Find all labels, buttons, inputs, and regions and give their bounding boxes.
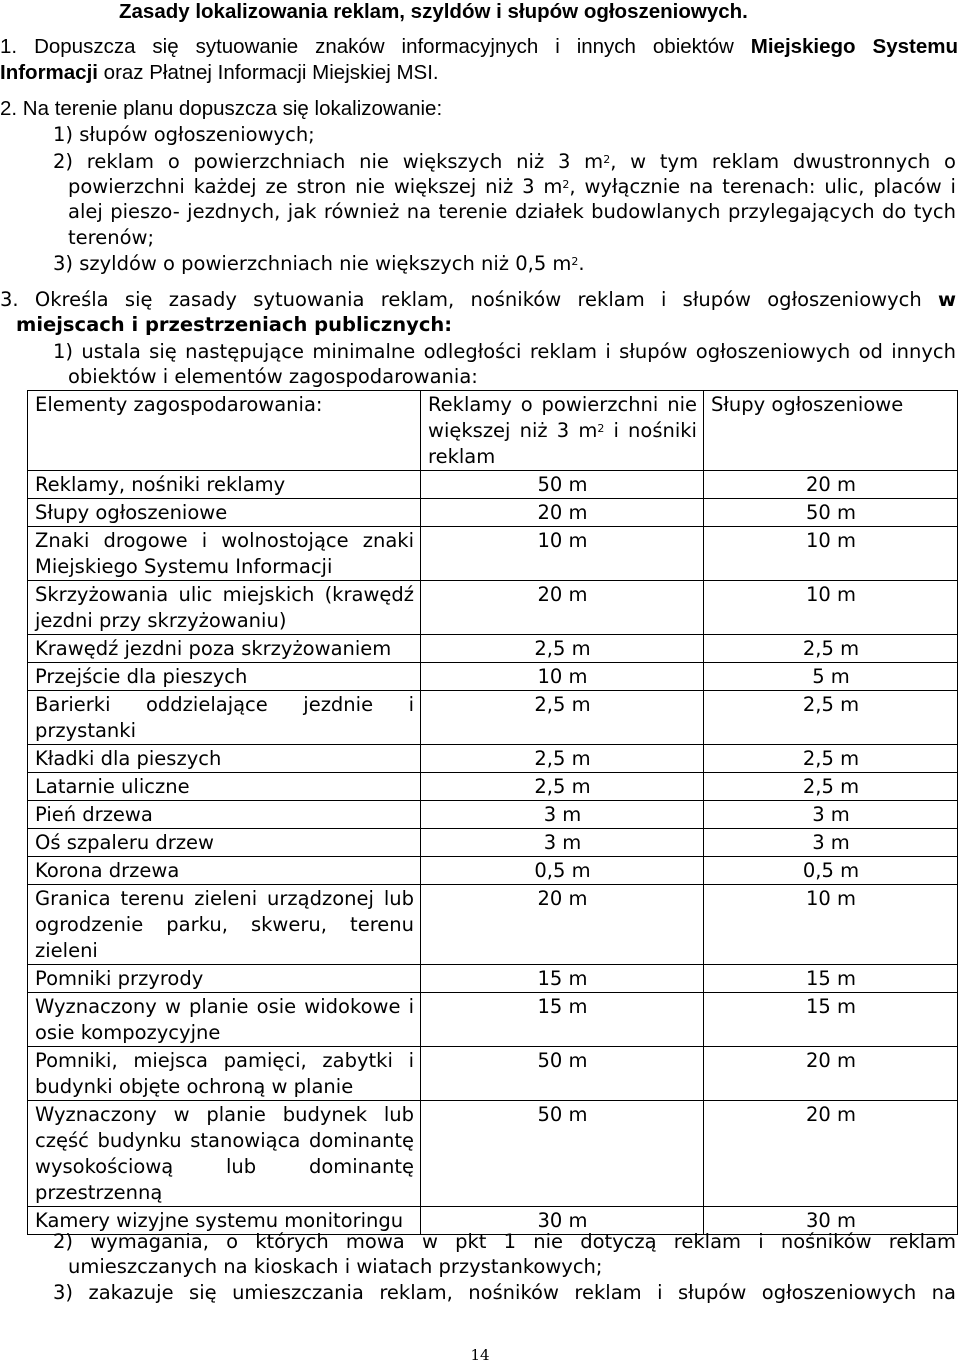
paragraph-2-item-2-line-3: alej pieszo- jezdnych, jak również na terenie działek budowlanych przylegających do tych	[68, 200, 956, 223]
paragraph-1-text: Dopuszcza się sytuowanie znaków informacyjnych i innych obiektów	[34, 35, 734, 58]
row-advertisement-distance-cell: 3 m	[421, 829, 704, 857]
row-element-cell: Kładki dla pieszych	[28, 745, 421, 773]
paragraph-3-text: 3. Określa się zasady sytuowania reklam, nośników reklam i słupów ogłoszeniowych	[0, 288, 922, 311]
item-3-after-table: 3) zakazuje się umieszczania reklam, nośników reklam i słupów ogłoszeniowych na	[53, 1281, 956, 1304]
item-2-text-b: , w tym reklam dwustronnych o	[610, 150, 956, 173]
paragraph-3-line-2: miejscach i przestrzeniach publicznych:	[16, 313, 453, 336]
distance-table	[27, 390, 958, 1235]
row-column-distance-cell: 5 m	[704, 663, 958, 691]
paragraph-2-item-2-line-1	[53, 150, 956, 174]
item-3-text-a: 3) szyldów o powierzchniach nie większych niż 0,5 m	[53, 252, 572, 275]
paragraph-1-bold-name: Miejskiego Systemu	[750, 35, 958, 58]
row-column-distance-cell: 20 m	[704, 1047, 958, 1101]
item-3-superscript: 2	[571, 255, 579, 268]
row-advertisement-distance-cell: 0,5 m	[421, 857, 704, 885]
row-advertisement-distance-cell: 2,5 m	[421, 773, 704, 801]
row-element-cell: Granica terenu zieleni urządzonej lub ogrodzenie parku, skweru, terenu zieleni	[28, 885, 421, 965]
row-column-distance-cell: 30 m	[704, 1207, 958, 1235]
paragraph-3-item-1-line-2: obiektów i elementów zagospodarowania:	[68, 365, 478, 388]
header-advertisements-text-a: Reklamy o powierzchni nie większej niż 3 m	[428, 393, 697, 442]
page-number: 14	[470, 1346, 490, 1364]
item-2-after-table-line-1: 2) wymagania, o których mowa w pkt 1 nie dotyczą reklam i nośników reklam	[53, 1230, 956, 1253]
table-row	[28, 885, 958, 965]
row-column-distance-cell: 2,5 m	[704, 635, 958, 663]
item-2-line-2-text-a: powierzchni każdej ze stron nie większej niż 3 m	[68, 175, 563, 198]
paragraph-3-line-1	[0, 288, 956, 312]
row-element-cell: Słupy ogłoszeniowe	[28, 499, 421, 527]
table-row	[28, 663, 958, 691]
paragraph-2-item-3	[53, 252, 585, 276]
item-2-after-table-line-2: umieszczanych na kioskach i wiatach przystankowych;	[68, 1255, 603, 1278]
item-2-superscript: 2	[603, 153, 611, 166]
table-row	[28, 857, 958, 885]
table-row	[28, 829, 958, 857]
row-element-cell: Pomniki przyrody	[28, 965, 421, 993]
table-row	[28, 1101, 958, 1207]
row-element-cell: Znaki drogowe i wolnostojące znaki Miejskiego Systemu Informacji	[28, 527, 421, 581]
row-advertisement-distance-cell: 50 m	[421, 1047, 704, 1101]
row-advertisement-distance-cell: 50 m	[421, 471, 704, 499]
item-2-line-2-text-b: , wyłącznie na terenach: ulic, placów i	[569, 175, 956, 198]
table-row	[28, 635, 958, 663]
table-row	[28, 527, 958, 581]
row-column-distance-cell: 10 m	[704, 581, 958, 635]
row-advertisement-distance-cell: 2,5 m	[421, 745, 704, 773]
row-column-distance-cell: 15 m	[704, 993, 958, 1047]
paragraph-1-bold-name-end: Informacji	[0, 61, 98, 84]
row-column-distance-cell: 2,5 m	[704, 745, 958, 773]
row-column-distance-cell: 10 m	[704, 885, 958, 965]
paragraph-3-item-1-line-1: 1) ustala się następujące minimalne odległości reklam i słupów ogłoszeniowych od innych	[53, 340, 956, 363]
paragraph-2-item-1: 1) słupów ogłoszeniowych;	[53, 123, 315, 146]
row-element-cell: Oś szpaleru drzew	[28, 829, 421, 857]
row-column-distance-cell: 10 m	[704, 527, 958, 581]
paragraph-1-text-end: oraz Płatnej Informacji Miejskiej MSI.	[103, 61, 439, 84]
row-column-distance-cell: 2,5 m	[704, 773, 958, 801]
row-element-cell: Latarnie uliczne	[28, 773, 421, 801]
row-element-cell: Wyznaczony w planie budynek lub część budynku stanowiąca dominantę wysokościową lub dominantę przestrzenną	[28, 1101, 421, 1207]
item-2-text-a: 2) reklam o powierzchniach nie większych niż 3 m	[53, 150, 604, 173]
row-element-cell: Wyznaczony w planie osie widokowe i osie kompozycyjne	[28, 993, 421, 1047]
document-title: Zasady lokalizowania reklam, szyldów i słupów ogłoszeniowych.	[119, 0, 748, 23]
row-element-cell: Kamery wizyjne systemu monitoringu	[28, 1207, 421, 1235]
table-row	[28, 581, 958, 635]
paragraph-1-line-2	[0, 61, 439, 85]
row-column-distance-cell: 0,5 m	[704, 857, 958, 885]
paragraph-1-number: 1.	[0, 35, 18, 58]
table-row	[28, 745, 958, 773]
table-header-row	[28, 391, 958, 471]
table-row	[28, 801, 958, 829]
table-row	[28, 773, 958, 801]
paragraph-2-item-2-line-2	[68, 175, 956, 199]
table-row	[28, 993, 958, 1047]
header-advertisements-superscript: 2	[597, 422, 605, 435]
row-column-distance-cell: 50 m	[704, 499, 958, 527]
row-element-cell: Reklamy, nośniki reklamy	[28, 471, 421, 499]
row-advertisement-distance-cell: 20 m	[421, 499, 704, 527]
header-columns: Słupy ogłoszeniowe	[704, 391, 958, 471]
row-element-cell: Barierki oddzielające jezdnie i przystanki	[28, 691, 421, 745]
row-advertisement-distance-cell: 30 m	[421, 1207, 704, 1235]
row-element-cell: Krawędź jezdni poza skrzyżowaniem	[28, 635, 421, 663]
table-row	[28, 965, 958, 993]
table-row	[28, 691, 958, 745]
row-advertisement-distance-cell: 2,5 m	[421, 635, 704, 663]
item-2-line-2-superscript: 2	[562, 178, 570, 191]
row-advertisement-distance-cell: 20 m	[421, 885, 704, 965]
row-element-cell: Korona drzewa	[28, 857, 421, 885]
row-column-distance-cell: 15 m	[704, 965, 958, 993]
row-advertisement-distance-cell: 10 m	[421, 663, 704, 691]
header-elements: Elementy zagospodarowania:	[28, 391, 421, 471]
row-column-distance-cell: 3 m	[704, 829, 958, 857]
row-element-cell: Pień drzewa	[28, 801, 421, 829]
row-advertisement-distance-cell: 10 m	[421, 527, 704, 581]
header-advertisements	[421, 391, 704, 471]
row-column-distance-cell: 20 m	[704, 1101, 958, 1207]
row-element-cell: Pomniki, miejsca pamięci, zabytki i budynki objęte ochroną w planie	[28, 1047, 421, 1101]
row-advertisement-distance-cell: 20 m	[421, 581, 704, 635]
row-advertisement-distance-cell: 15 m	[421, 993, 704, 1047]
table-row	[28, 471, 958, 499]
paragraph-2-intro: 2. Na terenie planu dopuszcza się lokalizowanie:	[0, 97, 443, 120]
row-advertisement-distance-cell: 2,5 m	[421, 691, 704, 745]
row-advertisement-distance-cell: 15 m	[421, 965, 704, 993]
row-element-cell: Przejście dla pieszych	[28, 663, 421, 691]
paragraph-2-item-2-line-4: terenów;	[68, 226, 155, 249]
table-row	[28, 1047, 958, 1101]
table-row	[28, 499, 958, 527]
row-element-cell: Skrzyżowania ulic miejskich (krawędź jezdni przy skrzyżowaniu)	[28, 581, 421, 635]
row-column-distance-cell: 20 m	[704, 471, 958, 499]
row-column-distance-cell: 2,5 m	[704, 691, 958, 745]
paragraph-1-line-1	[0, 35, 958, 59]
paragraph-3-bold-start: w	[938, 288, 957, 311]
row-advertisement-distance-cell: 3 m	[421, 801, 704, 829]
row-advertisement-distance-cell: 50 m	[421, 1101, 704, 1207]
row-column-distance-cell: 3 m	[704, 801, 958, 829]
item-3-text-b: .	[578, 252, 585, 275]
header-advertisements-text-b: i nośniki reklam	[428, 419, 697, 468]
